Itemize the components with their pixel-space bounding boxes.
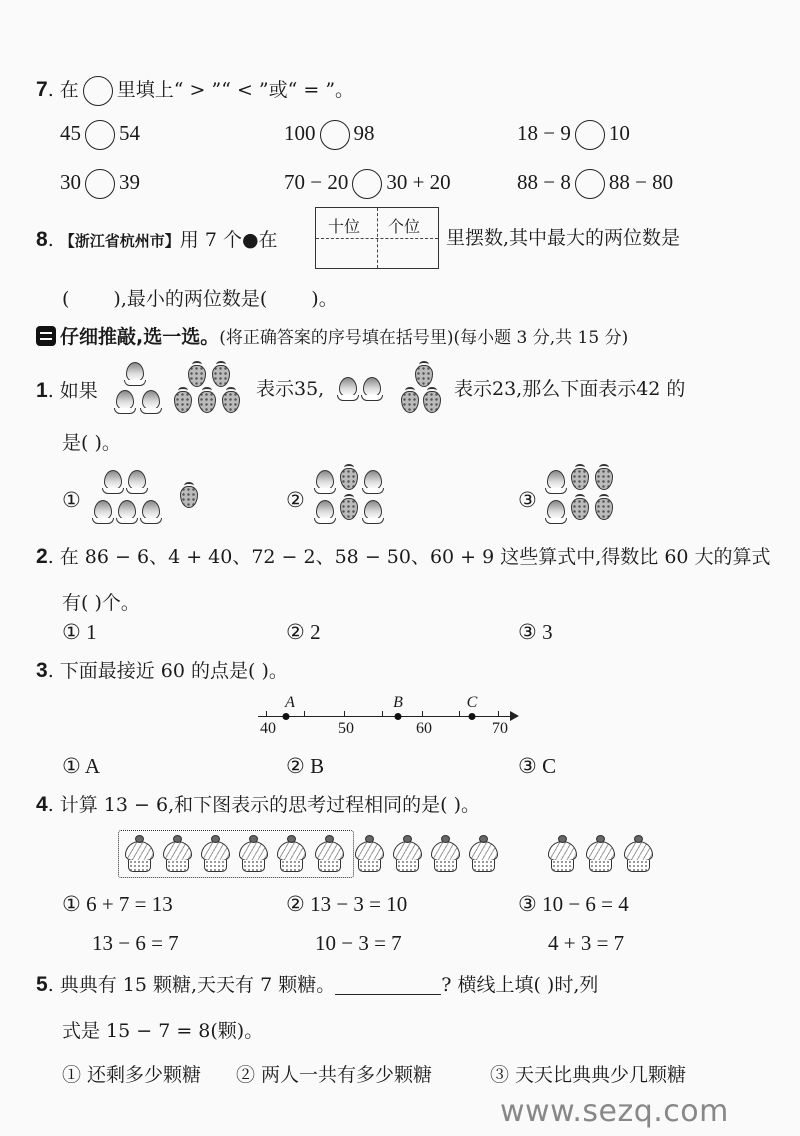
cupcake-icon [123,834,156,872]
option2-fruits [312,468,392,528]
cupcake-icon [391,834,424,872]
q8-source: 【浙江省杭州市】 [59,232,180,250]
strawberry-icon [423,391,441,413]
section-note: (将正确答案的序号填在括号里)(每小题 3 分,共 15 分) [219,328,629,348]
strawberry-icon [174,391,192,413]
q8-prompt-cont: 里摆数,其中最大的两位数是 [446,227,681,249]
fruit-group-23 [335,360,445,416]
strawberry-icon [188,365,206,387]
circle-icon [83,76,113,106]
compare-circle[interactable] [352,169,382,199]
cupcake-icon [199,834,232,872]
mc1-option-2[interactable]: ② [286,488,305,512]
compare-circle[interactable] [320,120,350,150]
arrow-right-icon [510,711,519,721]
mc2-option-2[interactable]: ② 2 [286,620,321,644]
strawberry-icon [212,365,230,387]
mc4-option-2[interactable]: ② 13 − 3 = 10 [286,892,408,916]
mc4-prompt: 4. 计算 13 − 6,和下图表示的思考过程相同的是( )。 [36,793,480,816]
cupcake-icon [161,834,194,872]
cupcake-icon [237,834,270,872]
cupcake-icon [429,834,462,872]
number-line: 40 50 60 70 A B C [258,706,520,746]
mc1-option-1[interactable]: ① [62,488,81,512]
peach-icon [363,377,381,397]
option3-fruits [545,468,625,528]
peach-icon [142,390,160,410]
section-title: 仔细推敲,选一选。 [60,326,220,348]
mc5-option-3[interactable]: ③ 天天比典典少几颗糖 [490,1064,687,1086]
q8-line2: ( ),最小的两位数是( )。 [62,288,338,310]
cupcake-icon [353,834,386,872]
mc4-option-3[interactable]: ③ 10 − 6 = 4 [518,892,629,916]
q7-number: 7 [36,78,48,101]
cupcake-icon [584,834,617,872]
q7-item-1: 45 54 [60,120,140,150]
mc2-option-1[interactable]: ① 1 [62,620,97,644]
q7-item-4: 30 39 [60,169,140,199]
strawberry-icon [415,365,433,387]
q7-item-2: 100 98 [284,120,375,150]
q7-prompt: 7. 在 里填上“ > ”“ < ”或“ = ”。 [36,76,354,106]
q7-item-3: 18 − 9 10 [517,120,630,150]
mc3-option-2[interactable]: ② B [286,754,325,778]
tens-label: 十位 [328,217,361,236]
mc3-prompt: 3. 下面最接近 60 的点是( )。 [36,659,288,682]
ones-label: 个位 [388,217,421,236]
mc5-option-2[interactable]: ② 两人一共有多少颗糖 [236,1064,433,1086]
cupcake-icon [313,834,346,872]
cupcake-icon [275,834,308,872]
strawberry-icon [222,391,240,413]
cupcake-icon [622,834,655,872]
strawberry-icon [401,391,419,413]
section-header [36,326,628,347]
mc1-prompt: 1. 如果 [36,379,98,402]
mc2-option-3[interactable]: ③ 3 [518,620,553,644]
fill-blank-line[interactable] [335,976,441,995]
compare-circle[interactable] [85,169,115,199]
fruit-group-35 [110,360,250,416]
peach-icon [126,362,144,382]
section-two-icon [36,326,56,346]
q7-item-5: 70 − 20 30 + 20 [284,169,451,199]
mc5-option-1[interactable]: ① 还剩多少颗糖 [62,1064,202,1086]
mc2-prompt: 2. 在 86 − 6、4 + 40、72 − 2、58 − 50、60 + 9 这些算式中,得数比 60 大的算式 [36,545,771,568]
watermark: www.sezq.com [500,1094,729,1129]
peach-icon [339,377,357,397]
mc3-option-3[interactable]: ③ C [518,754,557,778]
mc3-option-1[interactable]: ① A [62,754,101,778]
compare-circle[interactable] [85,120,115,150]
strawberry-icon [198,391,216,413]
place-value-chart [315,207,439,269]
q7-item-6: 88 − 8 88 − 80 [517,169,673,199]
q8-prompt: 8. 【浙江省杭州市】用 7 个●在 [36,228,278,251]
compare-circle[interactable] [575,169,605,199]
mc5-prompt: 5. 典典有 15 颗糖,天天有 7 颗糖。 ? 横线上填( )时,列 [36,973,599,996]
peach-icon [116,390,134,410]
mc4-option-1[interactable]: ① 6 + 7 = 13 [62,892,173,916]
mc1-option-3[interactable]: ③ [518,488,537,512]
compare-circle[interactable] [575,120,605,150]
cupcake-icon [546,834,579,872]
option1-fruits [92,468,202,528]
cupcake-icon [467,834,500,872]
